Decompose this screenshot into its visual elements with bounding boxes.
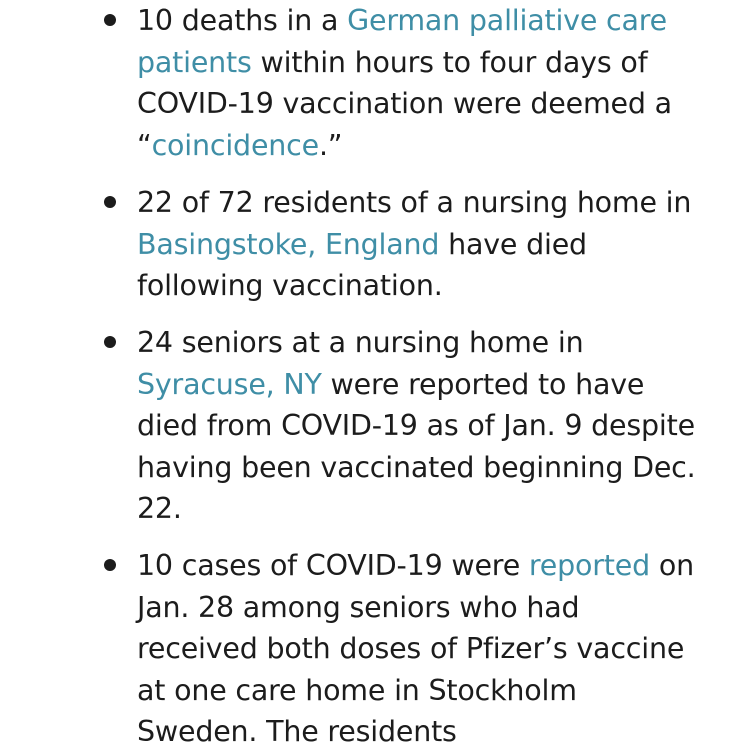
bullet-icon: [104, 336, 116, 348]
list-item: [137, 545, 697, 753]
basingstoke-link[interactable]: Basingstoke, England: [137, 227, 440, 261]
item-text: 10 cases of COVID-19 were: [137, 549, 529, 582]
item-text: 22 of 72 residents of a nursing home in: [137, 186, 692, 219]
list-item: [137, 322, 697, 530]
item-text: within hours to four days of COVID-19 vaccination were deemed a “: [137, 45, 672, 162]
item-text: have died following vaccination.: [137, 227, 587, 302]
bullet-icon: [104, 14, 116, 26]
german-palliative-link[interactable]: German palliative care patients: [137, 4, 667, 79]
coincidence-link[interactable]: coincidence: [151, 128, 319, 162]
item-text: 24 seniors at a nursing home in: [137, 326, 584, 359]
list-item: [137, 0, 697, 166]
bullet-icon: [104, 559, 116, 571]
bullet-icon: [104, 196, 116, 208]
item-text: 10 deaths in a: [137, 4, 348, 37]
item-text: .”: [318, 128, 343, 162]
item-text: on Jan. 28 among seniors who had received both doses of Pfizer’s vaccine at one care home in Stockholm Sweden. The residents: [137, 549, 694, 748]
list-item: [137, 182, 697, 307]
syracuse-link[interactable]: Syracuse, NY: [137, 367, 322, 401]
item-text: were reported to have died from COVID-19 as of Jan. 9 despite having been vaccinated beginning Dec. 22.: [137, 367, 696, 525]
reported-link[interactable]: reported: [528, 549, 650, 582]
